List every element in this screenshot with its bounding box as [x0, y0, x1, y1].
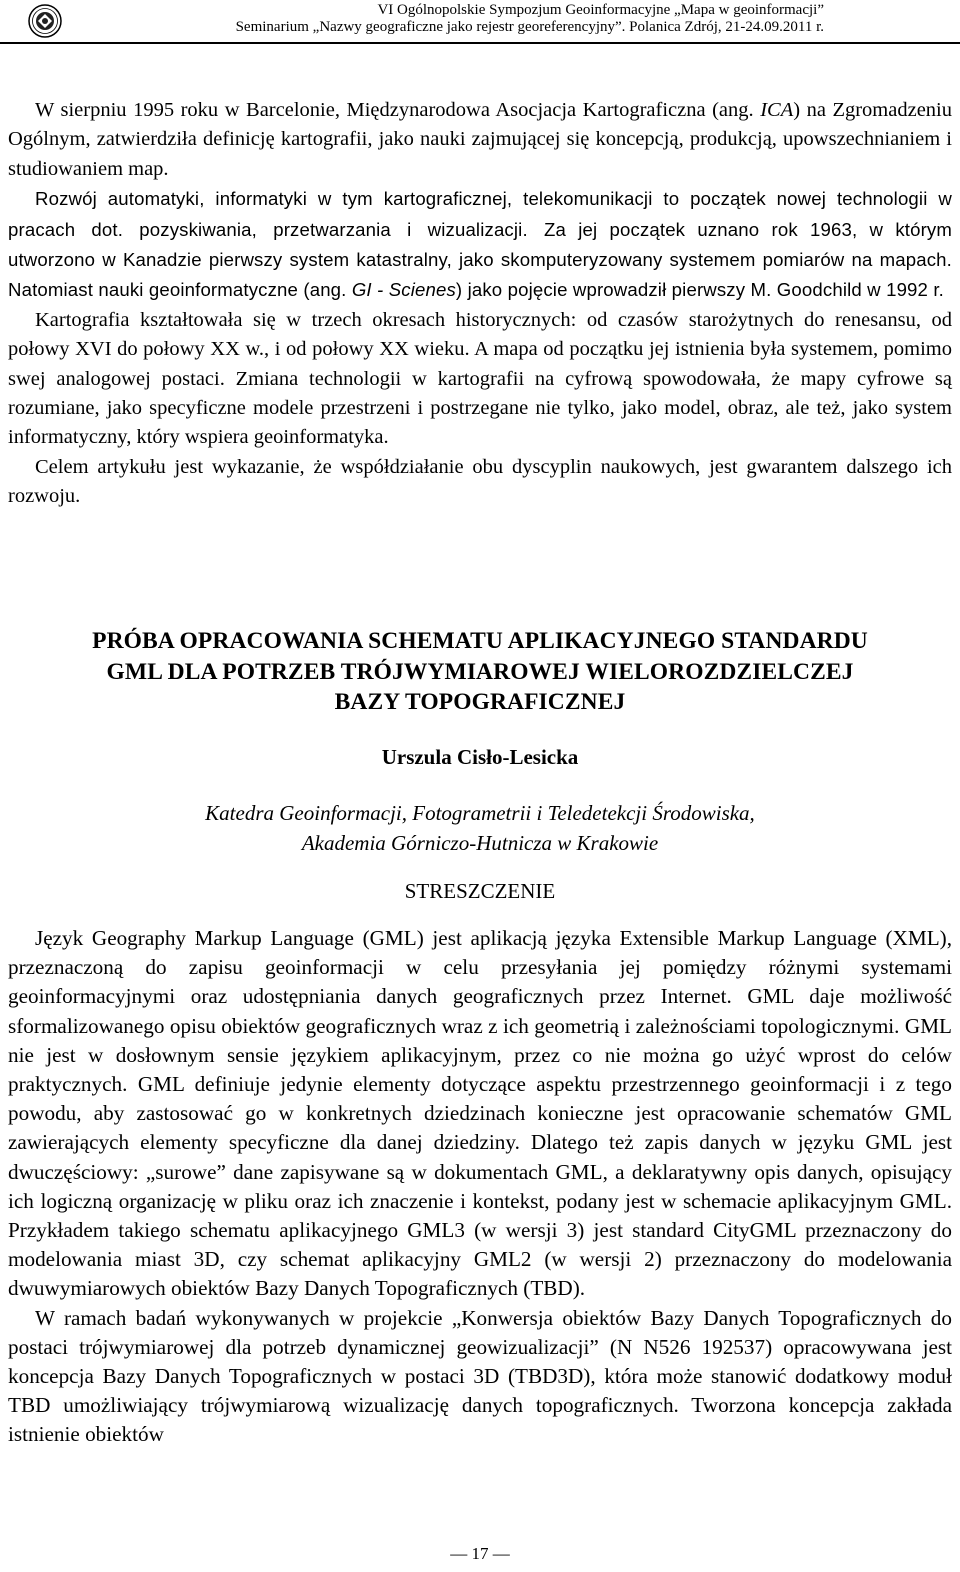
abstract-paragraph-1: Język Geography Markup Language (GML) jest aplikacją języka Extensible Markup Language (XML), przeznaczoną do zapisu geoinformacji w celu przesyłania jej pomiędzy różnymi systemami geoinformacyjnymi oraz udostępniania danych geograficznych przez Internet. GML daje możliwość sformalizowanego opisu obiektów geograficznych wraz z ich geometrią i zależnościami topologicznymi. GML nie jest w dosłownym sensie językiem aplikacyjnym, przez co nie można go użyć wprost do celów praktycznych. GML definiuje jedynie elementy dotyczące aspektu przestrzennego geoinformacji i z tego powodu, aby zastosować go w konkretnych dziedzinach konieczne jest opracowanie schematów GML zawierających elementy specyficzne dla danej dziedziny. Dlatego też zapis danych w języku GML jest dwuczęściowy: „surowe” dane zapisywane są w dokumentach GML, a deklaratywny opis danych, opisujący ich logiczną organizację w pliku oraz ich znaczenie i kontekst, podany jest w schemacie aplikacyjnym GML. Przykładem takiego schematu aplikacyjnego GML3 (w wersji 3) jest standard CityGML przeznaczony do modelowania miast 3D, czy schemat aplikacyjny GML2 (w wersji 2) przeznaczony do modelowania dwuwymiarowych obiektów Bazy Danych Topograficznych (TBD).: [8, 926, 952, 1301]
affiliation-line-2: Akademia Górniczo-Hutnicza w Krakowie: [301, 831, 659, 855]
intro-p2-text-b: Za jej początek uznano rok 1963, w którym utworzono w Kanadzie pierwszy system katastralny, jako skomputeryzowany systemem pomiarów na mapach. Natomiast nauki geoinformatyczne (ang.: [8, 218, 953, 301]
abstract-section: [8, 924, 952, 1450]
header-rule: [0, 42, 960, 44]
page-number: — 17 —: [450, 1544, 510, 1563]
society-logo-icon: [28, 4, 62, 38]
article-title: [0, 626, 960, 718]
author-name: Urszula Cisło-Lesicka: [381, 745, 579, 769]
intro-paragraph-1: [8, 96, 952, 184]
title-line-1: PRÓBA OPRACOWANIA SCHEMATU APLIKACYJNEGO STANDARDU: [92, 628, 868, 654]
intro-section: [8, 96, 952, 512]
intro-p2-text-a: Rozwój automatyki, informatyki w tym kartograficznej, telekomunikacji to początek nowej technologii w pracach dot. pozyskiwania, przetwarzania i wizualizacji.: [8, 188, 952, 240]
title-line-2: GML DLA POTRZEB TRÓJWYMIAROWEJ WIELOROZDZIELCZEJ: [106, 658, 854, 685]
abstract-paragraph-2: W ramach badań wykonywanych w projekcie „Konwersja obiektów Bazy Danych Topograficznych do postaci trójwymiarowej dla potrzeb dynamicznej geowizualizacji” (N N526 192537) opracowywana jest koncepcja Bazy Danych Topograficznych w postaci 3D (TBD3D), która może stanowić dodatkowy moduł TBD umożliwiający trójwymiarową wizualizację danych topograficznych. Tworzona koncepcja zakłada istnienie obiektów: [8, 1305, 952, 1447]
header-line-2: Seminarium „Nazwy geograficzne jako rejestr georeferencyjny”. Polanica Zdrój, 21-24.09.2011 r.: [235, 19, 824, 35]
title-line-3: BAZY TOPOGRAFICZNEJ: [334, 689, 626, 715]
intro-paragraph-4: Celem artykułu jest wykazanie, że współdziałanie obu dyscyplin naukowych, jest gwarantem dalszego ich rozwoju.: [8, 455, 952, 508]
page-header: [0, 0, 960, 48]
intro-p2-text-c: ) jako pojęcie wprowadził pierwszy M. Goodchild w 1992 r.: [455, 279, 944, 301]
affiliation-line-1: Katedra Geoinformacji, Fotogrametrii i Teledetekcji Środowiska,: [205, 801, 755, 825]
intro-p1-text-b: ) na Zgromadzeniu Ogólnym, zatwierdziła definicję kartografii, jako nauki zajmującej się koncepcją, produkcją, upowszechnianiem i studiowaniem map.: [8, 99, 952, 180]
intro-paragraph-3: Kartografia kształtowała się w trzech okresach historycznych: od czasów starożytnych do renesansu, od połowy XVI do połowy XX w., i od połowy XX wieku. A mapa od początku jej istnienia była systemem, pomimo swej analogowej postaci. Zmiana technologii w kartografii na cyfrową spowodowała, że mapy cyfrowe są rozumiane, jako specyficzne modele przestrzeni i postrzegane nie tylko, jako model, obraz, ale też, jako system informatyczny, który wspiera geoinformatyka.: [8, 308, 952, 449]
intro-p1-text-a: W sierpniu 1995 roku w Barcelonie, Międzynarodowa Asocjacja Kartograficzna (ang.: [35, 99, 761, 121]
abstract-heading: STRESZCZENIE: [404, 879, 556, 903]
affiliation: [0, 798, 960, 858]
intro-paragraph-2: [8, 184, 952, 306]
header-text: [236, 2, 824, 36]
intro-p2-abbr: GI - Scienes: [351, 279, 456, 301]
header-line-1: VI Ogólnopolskie Sympozjum Geoinformacyjne „Mapa w geoinformacji”: [377, 2, 824, 18]
intro-p1-abbr: ICA: [760, 99, 794, 121]
